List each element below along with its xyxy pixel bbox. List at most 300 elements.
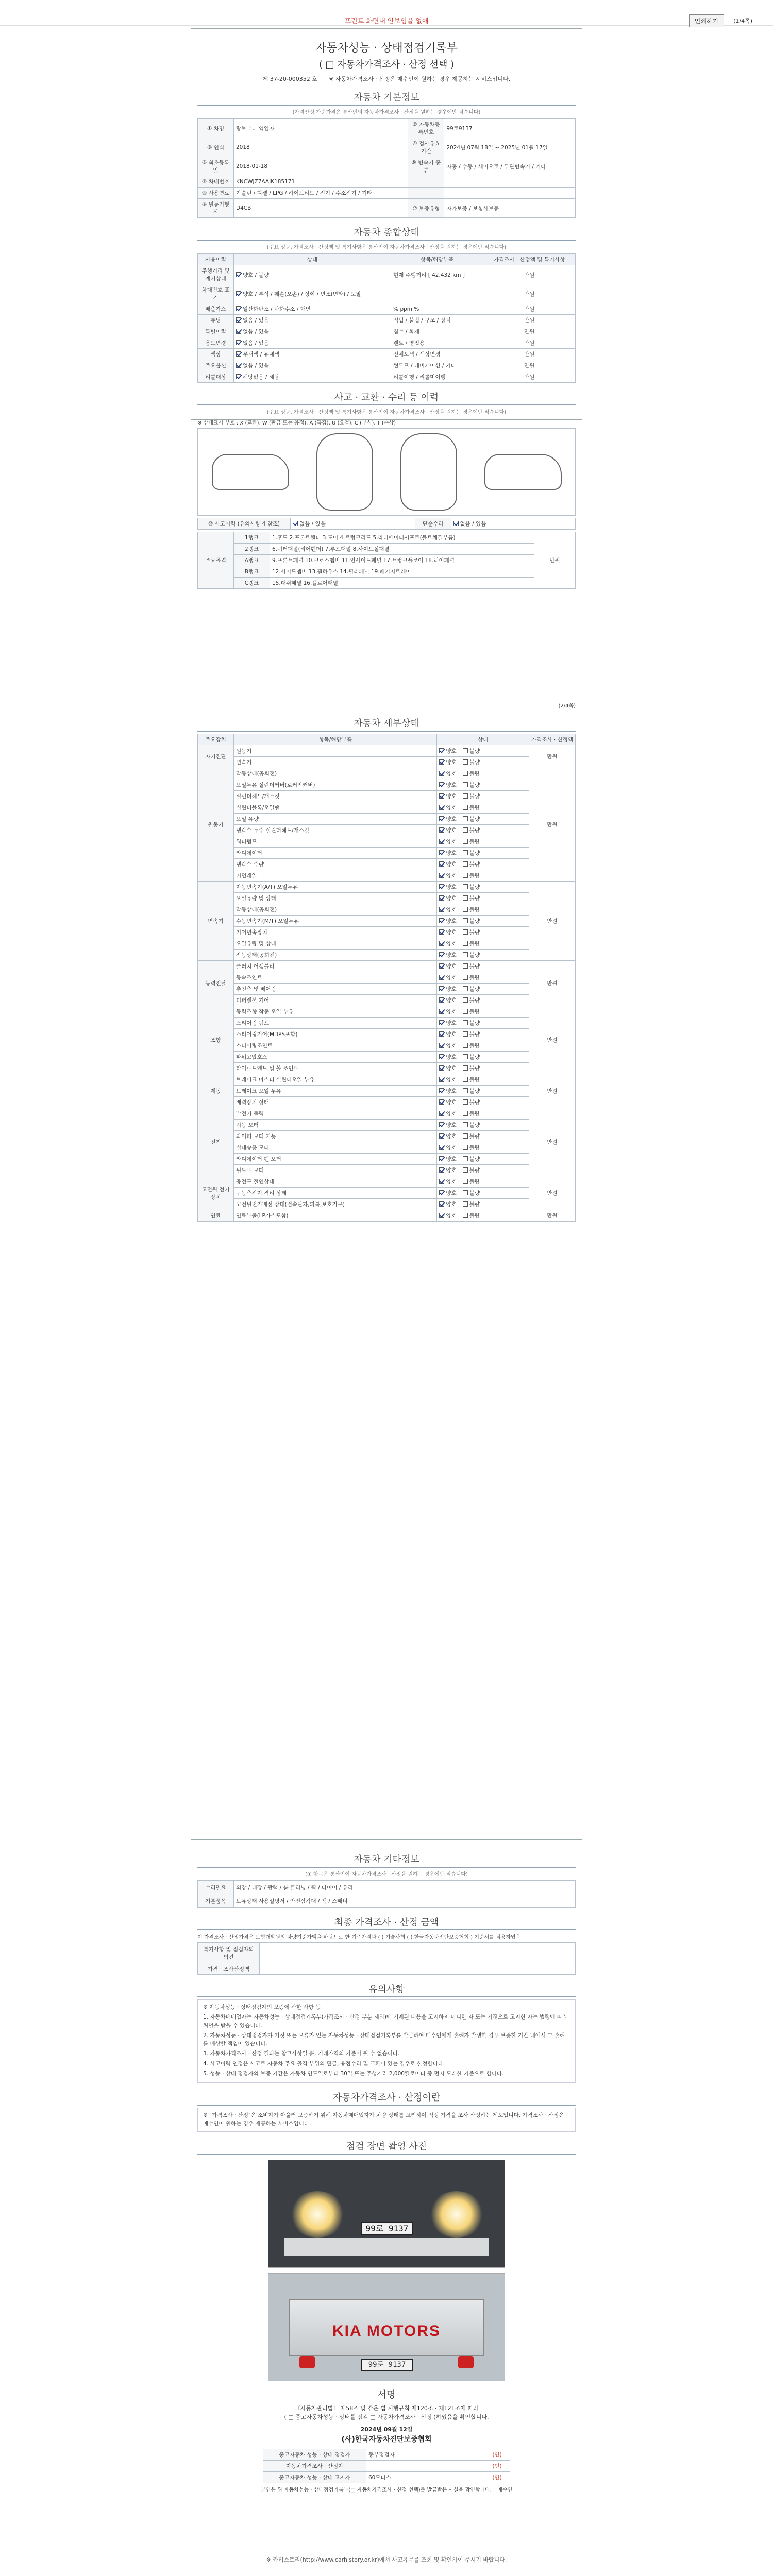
top-bar	[0, 0, 773, 26]
check-icon	[439, 827, 444, 833]
detail-row	[198, 1199, 576, 1210]
basic-value-2: 자가보증 / 보험사보증	[444, 199, 576, 218]
car-diagram	[197, 428, 576, 516]
detail-item: 연료누출(LP가스포함)	[234, 1210, 437, 1222]
repair-row	[198, 532, 576, 544]
overall-detail: 침수 / 화재	[391, 326, 483, 337]
check-icon	[439, 805, 444, 810]
signer-name: 60모터스	[366, 2471, 484, 2483]
check-icon	[236, 374, 241, 379]
basic-value-2: 2024년 07월 18일 ~ 2025년 01월 17일	[444, 138, 576, 157]
print-notice: 프린트 화면내 안보임을 없애	[344, 18, 429, 25]
simple-repair-value: 없음 / 있음	[451, 518, 576, 530]
detail-item: 추진축 및 베어링	[234, 984, 437, 995]
repair-grade: B랭크	[234, 566, 270, 578]
overall-detail	[391, 284, 483, 303]
overall-state: 일산화탄소 / 탄화수소 / 매연	[234, 303, 391, 315]
detail-state: 양호 불량	[437, 1040, 529, 1052]
check-icon	[439, 1201, 444, 1207]
overall-row	[198, 303, 576, 315]
detail-item: 원동기	[234, 745, 437, 757]
overall-name: 튜닝	[198, 315, 234, 326]
detail-state: 양호 불량	[437, 1154, 529, 1165]
detail-state: 양호 불량	[437, 870, 529, 882]
detail-state: 양호 불량	[437, 972, 529, 984]
basic-value-2: 자동 / 수동 / 세미오토 / 무단변속기 / 기타	[444, 157, 576, 176]
detail-state: 양호 불량	[437, 1063, 529, 1074]
overall-name: 주행거리 및 계기상태	[198, 265, 234, 284]
inspection-photo-front	[268, 2160, 505, 2268]
detail-item: 라디에이터 팬 모터	[234, 1154, 437, 1165]
overall-note: 만원	[483, 371, 576, 383]
accident-table	[197, 518, 576, 530]
repair-title: 사고 · 교환 · 수리 등 이력	[197, 390, 576, 405]
detail-row	[198, 1142, 576, 1154]
checkbox-icon	[463, 1099, 468, 1105]
check-icon	[439, 873, 444, 878]
detail-item: 시동 모터	[234, 1120, 437, 1131]
detail-group-name: 자기진단	[198, 745, 234, 768]
checkbox-icon	[463, 997, 468, 1003]
detail-row	[198, 870, 576, 882]
detail-item: 작동상태(공회전)	[234, 768, 437, 779]
basic-value-2	[444, 188, 576, 199]
check-icon	[439, 975, 444, 980]
repair-side-label: 주요골격	[198, 532, 234, 589]
detail-row	[198, 1188, 576, 1199]
checkbox-icon	[463, 861, 468, 867]
overall-name: 색상	[198, 349, 234, 360]
repair-items: 1.후드 2.프론트휀더 3.도어 4.트렁크리드 5.라디에이터서포트(볼트체결부품)	[270, 532, 534, 544]
checkbox-icon	[463, 816, 468, 821]
sign-text-1: 『자동차관리법』 제58조 및 같은 법 시행규칙 제120조 · 제121조에 따라	[294, 2404, 479, 2412]
check-icon	[439, 986, 444, 991]
check-icon	[439, 952, 444, 957]
check-icon	[439, 1099, 444, 1105]
detail-state: 양호 불량	[437, 1188, 529, 1199]
check-icon	[439, 839, 444, 844]
overall-row	[198, 371, 576, 383]
detail-row	[198, 1108, 576, 1120]
repair-grade: 2랭크	[234, 544, 270, 555]
overall-header-2: 항목/해당부품	[391, 254, 483, 265]
check-icon	[439, 793, 444, 799]
checkbox-icon	[463, 907, 468, 912]
detail-row	[198, 768, 576, 779]
detail-state: 양호 불량	[437, 1142, 529, 1154]
overall-detail: 현재 주행거리 [ 42,432 km ]	[391, 265, 483, 284]
detail-state: 양호 불량	[437, 779, 529, 791]
check-icon	[439, 782, 444, 787]
overall-detail: % ppm %	[391, 303, 483, 315]
detail-row	[198, 1006, 576, 1018]
detail-item: 스티어링기어(MDPS포함)	[234, 1029, 437, 1040]
overall-name: 용도변경	[198, 337, 234, 349]
check-icon	[439, 1111, 444, 1116]
detail-row	[198, 1120, 576, 1131]
overall-note: 만원	[483, 315, 576, 326]
sign-body	[197, 2404, 576, 2446]
final-price-table	[197, 1942, 576, 1975]
detail-row	[198, 836, 576, 848]
detail-item: 작동상태(공회전)	[234, 904, 437, 916]
checkbox-icon	[463, 1043, 468, 1048]
car-right-side-diagram	[484, 454, 562, 490]
repair-row	[198, 555, 576, 566]
final-price-label: 가격 · 조사산정액	[198, 1963, 260, 1975]
detail-item: 실린더블록/오일팬	[234, 802, 437, 814]
detail-row	[198, 1029, 576, 1040]
detail-row	[198, 859, 576, 870]
check-icon	[439, 1122, 444, 1127]
detail-state: 양호 불량	[437, 916, 529, 927]
checkbox-icon	[463, 1054, 468, 1059]
overall-row	[198, 265, 576, 284]
overall-note: 만원	[483, 326, 576, 337]
overall-row	[198, 360, 576, 371]
detail-state: 양호 불량	[437, 1018, 529, 1029]
detail-row	[198, 904, 576, 916]
detail-group-name: 변속기	[198, 882, 234, 961]
overall-name: 특별이력	[198, 326, 234, 337]
check-icon	[439, 1213, 444, 1218]
check-icon	[439, 1020, 444, 1025]
overall-state: 없음 / 있음	[234, 315, 391, 326]
signer-role: 자동차가격조사 · 산정자	[263, 2460, 366, 2471]
detail-item: 브레이크 오일 누유	[234, 1086, 437, 1097]
detail-row	[198, 1154, 576, 1165]
check-icon	[439, 1043, 444, 1048]
basic-label: ⑨ 원동기형식	[198, 199, 234, 218]
detail-item: 오일유량 및 상태	[234, 938, 437, 950]
doc-no-suffix: 호	[312, 76, 317, 82]
checkbox-icon	[463, 941, 468, 946]
checkbox-icon	[463, 782, 468, 787]
repair-grade: A랭크	[234, 555, 270, 566]
detail-state: 양호 불량	[437, 757, 529, 768]
overall-state: 양호 / 불량	[234, 265, 391, 284]
basic-label-2: ④ 검사유효기간	[408, 138, 444, 157]
check-icon	[236, 291, 241, 296]
check-icon	[439, 1031, 444, 1037]
final-price-value	[260, 1963, 576, 1975]
detail-state: 양호 불량	[437, 938, 529, 950]
notice-item: 3. 자동차가격조사 · 산정 결과는 참고사항일 뿐, 거래가격의 기준이 될 수 없습니다.	[203, 2050, 400, 2057]
repair-row	[198, 566, 576, 578]
checkbox-icon	[463, 850, 468, 855]
checkbox-icon	[463, 805, 468, 810]
detail-item: 충전구 절연상태	[234, 1176, 437, 1188]
repair-row	[198, 544, 576, 555]
repair-items: 15.대쉬패널 16.플로어패널	[270, 578, 534, 589]
overall-row	[198, 349, 576, 360]
check-icon	[439, 895, 444, 901]
checkbox-icon	[463, 771, 468, 776]
detail-item: 수동변속기(M/T) 오일누유	[234, 916, 437, 927]
basic-label-2	[408, 176, 444, 188]
basic-info-row	[198, 157, 576, 176]
check-icon	[439, 963, 444, 969]
basic-info-row	[198, 176, 576, 188]
detail-state: 양호 불량	[437, 1120, 529, 1131]
basic-info-row	[198, 119, 576, 138]
detail-row	[198, 916, 576, 927]
check-icon	[236, 272, 241, 277]
overall-note: 만원	[483, 303, 576, 315]
overall-state: 무채색 / 유채색	[234, 349, 391, 360]
signer-seal: (인)	[484, 2449, 510, 2460]
check-icon	[439, 997, 444, 1003]
check-icon	[439, 748, 444, 753]
detail-row	[198, 745, 576, 757]
check-icon	[236, 363, 241, 368]
detail-state: 양호 불량	[437, 961, 529, 972]
repair-note: (주요 성능, 가격조사 · 산정액 및 특기사항은 통산인이 자동차가격조사 · 산정을 원하는 경우에만 적습니다)	[266, 410, 507, 415]
overall-row	[198, 326, 576, 337]
overall-detail: 적법 / 불법 / 구조 / 장치	[391, 315, 483, 326]
detail-state: 양호 불량	[437, 814, 529, 825]
detail-group-name: 제동	[198, 1074, 234, 1108]
check-icon	[439, 1065, 444, 1071]
detail-state: 양호 불량	[437, 893, 529, 904]
detail-group-name: 전기	[198, 1108, 234, 1176]
detail-row	[198, 1131, 576, 1142]
photo-rear-plate: 99로 9137	[361, 2359, 413, 2371]
detail-row	[198, 779, 576, 791]
checkbox-icon	[463, 748, 468, 753]
overall-table	[197, 253, 576, 383]
overall-name: 리콜대상	[198, 371, 234, 383]
check-icon	[236, 351, 241, 357]
detail-state: 양호 불량	[437, 927, 529, 938]
detail-item: 동력조향 작동 오일 누유	[234, 1006, 437, 1018]
detail-note-unit: 만원	[529, 1210, 576, 1222]
overall-name: 주요옵션	[198, 360, 234, 371]
other-info-items: 보유상태 사용설명서 / 안전삼각대 / 잭 / 스패너	[234, 1894, 576, 1908]
detail-row	[198, 927, 576, 938]
repair-table	[197, 532, 576, 589]
detail-item: 브레이크 마스터 실린더오일 누유	[234, 1074, 437, 1086]
checkbox-icon	[463, 873, 468, 878]
check-icon	[439, 884, 444, 889]
check-icon	[439, 816, 444, 821]
photo-title: 점검 장면 촬영 사진	[197, 2139, 576, 2155]
checkbox-icon	[463, 1190, 468, 1195]
detail-item: 디퍼렌셜 기어	[234, 995, 437, 1006]
detail-row	[198, 1165, 576, 1176]
detail-row	[198, 882, 576, 893]
detail-item: 냉각수 수량	[234, 859, 437, 870]
detail-item: 실린더헤드/개스킷	[234, 791, 437, 802]
inspection-photo-rear	[268, 2273, 505, 2381]
checkbox-icon	[463, 1031, 468, 1037]
page-2-number: (2/4쪽)	[558, 703, 576, 709]
final-price-title: 최종 가격조사 · 산정 금액	[197, 1915, 576, 1930]
detail-item: 와이퍼 모터 기능	[234, 1131, 437, 1142]
signer-name	[366, 2460, 484, 2471]
detail-item: 커먼레일	[234, 870, 437, 882]
detail-state: 양호 불량	[437, 1074, 529, 1086]
detail-state: 양호 불량	[437, 995, 529, 1006]
basic-label: ⑧ 사용연료	[198, 188, 234, 199]
page-footer: ※ 카히스토리(http://www.carhistory.or.kr)에서 사고유무를 조회 및 확인하여 주시기 바랍니다.	[266, 2556, 507, 2563]
detail-row	[198, 1040, 576, 1052]
accident-label: ⑩ 사고이력 (유의사항 4 참조)	[198, 518, 291, 530]
overall-header-3: 가격조사 · 산정액 및 특기사항	[483, 254, 576, 265]
detail-row	[198, 791, 576, 802]
repair-items: 6.쿼터패널(리어휀더) 7.루프패널 8.사이드실패널	[270, 544, 534, 555]
print-button[interactable]: 인쇄하기	[689, 14, 724, 27]
basic-info-row	[198, 199, 576, 218]
detail-item: 변속기	[234, 757, 437, 768]
detail-state: 양호 불량	[437, 1199, 529, 1210]
car-top-diagram	[316, 433, 373, 511]
detail-row	[198, 1176, 576, 1188]
detail-note-unit: 만원	[529, 1108, 576, 1176]
notice-item: 1. 자동차매매업자는 자동차성능 · 상태점검기록부(가격조사 · 산정 부분 제외)에 기재된 내용을 고지하지 아니한 자 또는 거짓으로 고지한 자는 법령에 따라 처벌을 받을 수 있습니다.	[203, 2014, 568, 2029]
detail-state: 양호 불량	[437, 984, 529, 995]
checkbox-icon	[463, 1156, 468, 1161]
detail-group-name: 원동기	[198, 768, 234, 882]
signer-table	[263, 2449, 510, 2483]
checkbox-icon	[463, 952, 468, 957]
checkbox-icon	[463, 1133, 468, 1139]
sign-title: 서명	[377, 2389, 396, 2400]
overall-note: (주요 성능, 가격조사 · 산정액 및 특기사항은 통산인이 자동차가격조사 · 산정을 원하는 경우에만 적습니다)	[266, 245, 507, 250]
check-icon	[236, 329, 241, 334]
check-icon	[439, 1009, 444, 1014]
check-icon	[439, 850, 444, 855]
checkbox-icon	[463, 1213, 468, 1218]
detail-row	[198, 757, 576, 768]
detail-row	[198, 938, 576, 950]
overall-title: 자동차 종합상태	[197, 225, 576, 241]
detail-item: 오일유량 및 상태	[234, 893, 437, 904]
notice-item: 4. 사고이력 인정은 사고로 자동차 주요 골격 부위의 판금, 용접수리 및 교환이 있는 경우로 한정합니다.	[203, 2060, 445, 2067]
checkbox-icon	[463, 1122, 468, 1127]
overall-note: 만원	[483, 284, 576, 303]
check-icon	[439, 1054, 444, 1059]
overall-note: 만원	[483, 265, 576, 284]
detail-state: 양호 불량	[437, 904, 529, 916]
detail-state: 양호 불량	[437, 802, 529, 814]
check-icon	[439, 1145, 444, 1150]
overall-note: 만원	[483, 360, 576, 371]
overall-state: 없음 / 있음	[234, 337, 391, 349]
page-3	[191, 1839, 582, 2545]
detail-note-unit: 만원	[529, 1006, 576, 1074]
detail-title: 자동차 세부상태	[197, 716, 576, 732]
detail-group-name: 조향	[198, 1006, 234, 1074]
check-icon	[439, 1088, 444, 1093]
detail-row	[198, 1074, 576, 1086]
doc-number-line	[197, 75, 576, 83]
basic-label: ③ 연식	[198, 138, 234, 157]
detail-item: 오일누유 실린더커버(로커암커버)	[234, 779, 437, 791]
signer-name: 동부점검자	[366, 2449, 484, 2460]
detail-item: 고전원전기배선 상태(접속단자,피복,보호기구)	[234, 1199, 437, 1210]
check-icon	[439, 929, 444, 935]
signer-seal: (인)	[484, 2471, 510, 2483]
signer-row	[263, 2460, 510, 2471]
detail-item: 배력장치 상태	[234, 1097, 437, 1108]
detail-row	[198, 1086, 576, 1097]
check-icon	[439, 1190, 444, 1195]
check-icon	[236, 340, 241, 345]
checkbox-icon	[463, 986, 468, 991]
detail-state: 양호 불량	[437, 1131, 529, 1142]
overall-row	[198, 284, 576, 303]
intro-title: 자동차가격조사 · 산정이란	[197, 2090, 576, 2106]
overall-state: 양호 / 부식 / 훼손(오손) / 상이 / 변조(변타) / 도말	[234, 284, 391, 303]
notice-item: 5. 성능 · 상태 점검자의 보증 기간은 자동차 인도일로부터 30일 또는 주행거리 2,000킬로미터 중 먼저 도래한 기준으로 합니다.	[203, 2070, 504, 2077]
other-info-row	[198, 1881, 576, 1894]
accident-value: 없음 / 있음	[291, 518, 415, 530]
detail-state: 양호 불량	[437, 745, 529, 757]
detail-state: 양호 불량	[437, 1006, 529, 1018]
overall-row	[198, 315, 576, 326]
detail-note-unit: 만원	[529, 745, 576, 768]
repair-legend: ※ 상태표시 부호 : X (교환), W (판금 또는 용접), A (흠집), U (요철), C (부식), T (손상)	[197, 420, 396, 426]
checkbox-icon	[463, 1167, 468, 1173]
detail-note-unit: 만원	[529, 768, 576, 882]
checkbox-icon	[463, 963, 468, 969]
checkbox-icon	[463, 827, 468, 833]
detail-state: 양호 불량	[437, 1029, 529, 1040]
sign-footer: 본인은 위 자동차성능 · 상태점검기록부(□ 자동차가격조사 · 산정 선택)를 발급받은 사실을 확인합니다. 매수인	[260, 2487, 513, 2493]
detail-state: 양호 불량	[437, 1210, 529, 1222]
check-icon	[439, 1133, 444, 1139]
basic-value: D4CB	[234, 199, 408, 218]
overall-state: 해당없음 / 해당	[234, 371, 391, 383]
photo-rear-wrap	[268, 2273, 505, 2381]
repair-grade: 1랭크	[234, 532, 270, 544]
detail-row	[198, 950, 576, 961]
car-bottom-diagram	[400, 433, 457, 511]
intro-text: ※ "가격조사 · 산정"은 소비자가 아울러 보증하기 위해 자동차매매업자가 차량 상태를 고려하여 적정 가격을 조사·산정하는 제도입니다. 가격조사 · 산정은 매수인이 원하는 경우 제공하는 서비스입니다.	[197, 2108, 576, 2132]
doc-title: 자동차성능 · 상태점검기록부	[315, 42, 458, 55]
checkbox-icon	[463, 1145, 468, 1150]
overall-header-1: 상태	[234, 254, 391, 265]
check-icon	[439, 1077, 444, 1082]
checkbox-icon	[463, 759, 468, 765]
detail-row	[198, 825, 576, 836]
detail-row	[198, 802, 576, 814]
detail-group-name: 고전원 전기장치	[198, 1176, 234, 1210]
detail-state: 양호 불량	[437, 825, 529, 836]
checkbox-icon	[463, 1020, 468, 1025]
overall-row	[198, 337, 576, 349]
check-icon	[236, 317, 241, 323]
overall-detail: 전체도색 / 색상변경	[391, 349, 483, 360]
checkbox-icon	[463, 1009, 468, 1014]
sign-org: (사)한국자동차진단보증협회	[341, 2435, 432, 2444]
overall-note: 만원	[483, 349, 576, 360]
checkbox-icon	[463, 1201, 468, 1207]
checkbox-icon	[463, 1077, 468, 1082]
detail-state: 양호 불량	[437, 1086, 529, 1097]
detail-item: 스티어링조인트	[234, 1040, 437, 1052]
detail-table	[197, 734, 576, 1222]
notice-title: 유의사항	[197, 1982, 576, 1997]
repair-items: 12.사이드멤버 13.휠하우스 14.필러패널 19.패키지트레이	[270, 566, 534, 578]
detail-item: 자동변속기(A/T) 오일누유	[234, 882, 437, 893]
repair-grade: C랭크	[234, 578, 270, 589]
doc-no: 37-20-000352	[270, 76, 310, 82]
repair-items: 9.프론트패널 10.크로스멤버 11.인사이드패널 17.트렁크플로어 18.리어패널	[270, 555, 534, 566]
overall-state: 없음 / 있음	[234, 360, 391, 371]
detail-state: 양호 불량	[437, 859, 529, 870]
